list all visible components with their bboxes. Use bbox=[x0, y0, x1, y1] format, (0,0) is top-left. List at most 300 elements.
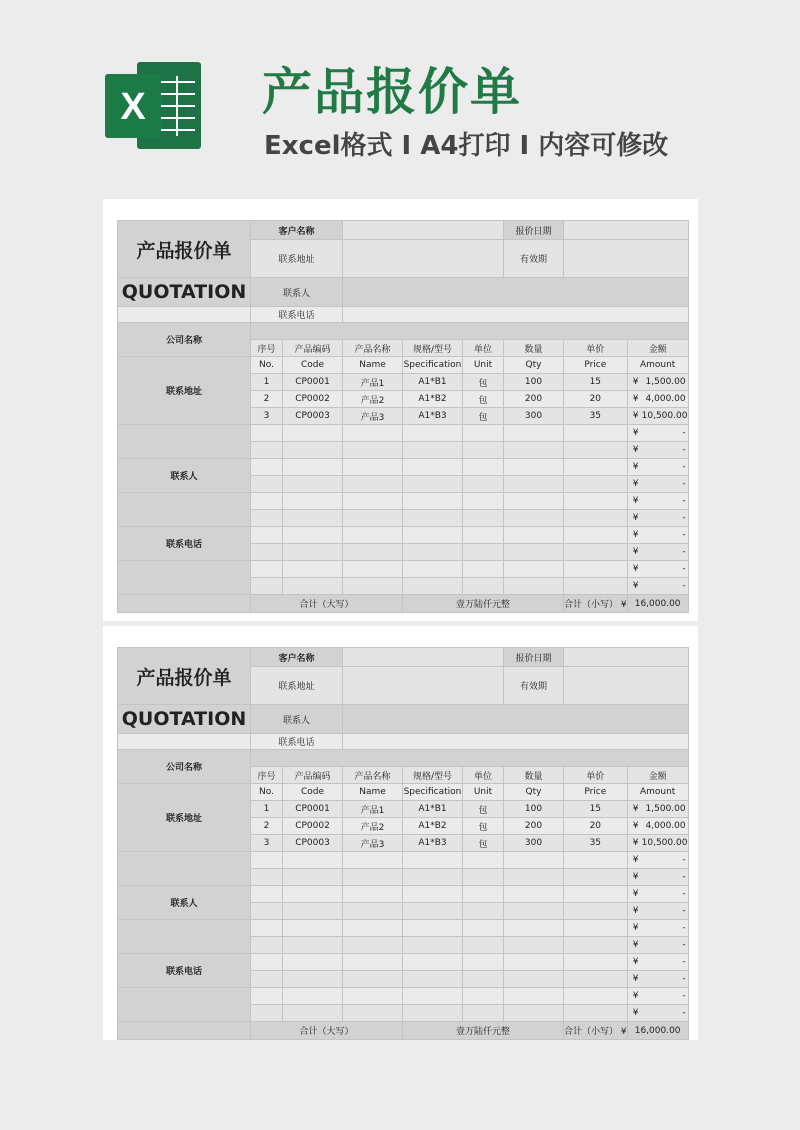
empty-cell[interactable] bbox=[251, 869, 283, 886]
validity-field[interactable] bbox=[564, 240, 689, 278]
empty-cell[interactable] bbox=[564, 493, 628, 510]
empty-cell[interactable] bbox=[504, 459, 564, 476]
empty-cell[interactable] bbox=[343, 869, 403, 886]
empty-cell[interactable] bbox=[463, 886, 504, 903]
amount-value: - bbox=[682, 855, 686, 865]
empty-cell[interactable] bbox=[564, 544, 628, 561]
item-price: 15 bbox=[564, 374, 628, 391]
empty-cell[interactable] bbox=[564, 527, 628, 544]
item-amount bbox=[627, 835, 688, 852]
empty-cell[interactable] bbox=[463, 493, 504, 510]
empty-cell[interactable] bbox=[403, 971, 463, 988]
item-amount bbox=[627, 869, 688, 886]
empty-cell[interactable] bbox=[343, 937, 403, 954]
empty-cell[interactable] bbox=[343, 578, 403, 595]
empty-cell[interactable] bbox=[504, 425, 564, 442]
item-no: 3 bbox=[251, 408, 283, 425]
spacer-row bbox=[251, 750, 689, 767]
empty-cell[interactable] bbox=[463, 510, 504, 527]
empty-cell[interactable] bbox=[403, 578, 463, 595]
empty-cell[interactable] bbox=[343, 561, 403, 578]
item-amount bbox=[627, 476, 688, 493]
amount-value: - bbox=[682, 513, 686, 523]
empty-cell[interactable] bbox=[564, 1005, 628, 1022]
contact-person-field[interactable] bbox=[343, 705, 689, 734]
currency-symbol: ¥ bbox=[632, 547, 639, 557]
currency-symbol: ¥ bbox=[632, 479, 639, 489]
empty-cell[interactable] bbox=[403, 954, 463, 971]
empty-cell[interactable] bbox=[283, 988, 343, 1005]
item-amount bbox=[627, 937, 688, 954]
currency-symbol: ¥ bbox=[632, 530, 639, 540]
item-spec: A1*B3 bbox=[403, 835, 463, 852]
empty-cell[interactable] bbox=[403, 493, 463, 510]
empty-cell[interactable] bbox=[463, 578, 504, 595]
empty-row bbox=[118, 852, 689, 869]
amount-value: - bbox=[682, 957, 686, 967]
empty-cell[interactable] bbox=[251, 442, 283, 459]
item-spec: A1*B2 bbox=[403, 818, 463, 835]
empty-cell[interactable] bbox=[504, 442, 564, 459]
empty-cell[interactable] bbox=[403, 510, 463, 527]
blank-cell bbox=[118, 1022, 251, 1040]
currency-symbol: ¥ bbox=[632, 855, 639, 865]
empty-cell[interactable] bbox=[504, 903, 564, 920]
contact-person-field[interactable] bbox=[343, 278, 689, 307]
empty-cell[interactable] bbox=[504, 971, 564, 988]
quote-title-cn: 产品报价单 bbox=[118, 221, 251, 278]
item-amount bbox=[627, 374, 688, 391]
empty-cell[interactable] bbox=[504, 476, 564, 493]
currency-symbol: ¥ bbox=[632, 906, 639, 916]
contact-phone-field[interactable] bbox=[343, 734, 689, 750]
empty-row bbox=[118, 493, 689, 510]
currency-symbol: ¥ bbox=[632, 872, 639, 882]
empty-cell[interactable] bbox=[403, 561, 463, 578]
empty-cell[interactable] bbox=[251, 903, 283, 920]
item-name: 产品3 bbox=[343, 835, 403, 852]
empty-cell[interactable] bbox=[343, 1005, 403, 1022]
empty-cell[interactable] bbox=[463, 425, 504, 442]
side-company-name: 公司名称 bbox=[118, 750, 251, 784]
empty-cell[interactable] bbox=[343, 971, 403, 988]
item-unit: 包 bbox=[463, 818, 504, 835]
totals-row bbox=[118, 595, 689, 613]
empty-cell[interactable] bbox=[283, 920, 343, 937]
empty-cell[interactable] bbox=[463, 920, 504, 937]
side-blank bbox=[118, 493, 251, 527]
contact-address-label: 联系地址 bbox=[251, 240, 343, 278]
empty-cell[interactable] bbox=[343, 954, 403, 971]
customer-name-label: 客户名称 bbox=[251, 648, 343, 667]
empty-cell[interactable] bbox=[403, 1005, 463, 1022]
empty-cell[interactable] bbox=[251, 937, 283, 954]
empty-row bbox=[118, 527, 689, 544]
col-amount-cn: 金额 bbox=[627, 340, 688, 357]
empty-cell[interactable] bbox=[283, 510, 343, 527]
empty-cell[interactable] bbox=[283, 544, 343, 561]
contact-phone-label: 联系电话 bbox=[251, 307, 343, 323]
amount-value: - bbox=[682, 428, 686, 438]
item-qty: 200 bbox=[504, 818, 564, 835]
total-lower-label: 合计（小写） ¥ bbox=[564, 595, 628, 613]
item-price: 20 bbox=[564, 818, 628, 835]
amount-value: 4,000.00 bbox=[645, 821, 686, 831]
item-amount bbox=[627, 971, 688, 988]
item-price: 35 bbox=[564, 835, 628, 852]
empty-cell[interactable] bbox=[283, 459, 343, 476]
currency-symbol: ¥ bbox=[632, 957, 639, 967]
empty-cell[interactable] bbox=[251, 1005, 283, 1022]
side-blank bbox=[118, 852, 251, 886]
empty-cell[interactable] bbox=[403, 852, 463, 869]
item-code: CP0001 bbox=[283, 801, 343, 818]
empty-cell[interactable] bbox=[504, 954, 564, 971]
col-code-en: Code bbox=[283, 357, 343, 374]
currency-symbol: ¥ bbox=[632, 428, 639, 438]
amount-value: - bbox=[682, 906, 686, 916]
column-header-en bbox=[118, 357, 689, 374]
empty-cell[interactable] bbox=[504, 578, 564, 595]
empty-cell[interactable] bbox=[343, 442, 403, 459]
empty-cell[interactable] bbox=[343, 988, 403, 1005]
currency-symbol: ¥ bbox=[632, 838, 639, 848]
amount-value: - bbox=[682, 940, 686, 950]
quotation-sheet bbox=[103, 199, 698, 621]
amount-value: - bbox=[682, 1008, 686, 1018]
col-amount-cn: 金额 bbox=[627, 767, 688, 784]
empty-cell[interactable] bbox=[283, 903, 343, 920]
side-contact-person: 联系人 bbox=[118, 459, 251, 493]
excel-logo-icon bbox=[103, 58, 205, 153]
item-amount bbox=[627, 442, 688, 459]
empty-cell[interactable] bbox=[504, 1005, 564, 1022]
side-contact-phone: 联系电话 bbox=[118, 954, 251, 988]
empty-cell[interactable] bbox=[463, 544, 504, 561]
item-unit: 包 bbox=[463, 408, 504, 425]
item-amount bbox=[627, 391, 688, 408]
item-unit: 包 bbox=[463, 374, 504, 391]
col-amount-en: Amount bbox=[627, 357, 688, 374]
empty-cell[interactable] bbox=[251, 578, 283, 595]
empty-cell[interactable] bbox=[504, 937, 564, 954]
empty-cell[interactable] bbox=[343, 920, 403, 937]
item-amount bbox=[627, 801, 688, 818]
quote-date-field[interactable] bbox=[564, 648, 689, 667]
blank-cell bbox=[118, 734, 251, 750]
empty-cell[interactable] bbox=[504, 527, 564, 544]
currency-symbol: ¥ bbox=[632, 991, 639, 1001]
col-unit-cn: 单位 bbox=[463, 767, 504, 784]
customer-name-field[interactable] bbox=[343, 648, 504, 667]
item-no: 1 bbox=[251, 801, 283, 818]
empty-cell[interactable] bbox=[403, 920, 463, 937]
empty-cell[interactable] bbox=[251, 988, 283, 1005]
quotation-sheet bbox=[103, 626, 698, 1040]
empty-cell[interactable] bbox=[283, 476, 343, 493]
empty-cell[interactable] bbox=[463, 442, 504, 459]
empty-cell[interactable] bbox=[463, 459, 504, 476]
empty-cell[interactable] bbox=[283, 1005, 343, 1022]
side-contact-address: 联系地址 bbox=[118, 357, 251, 425]
empty-cell[interactable] bbox=[403, 442, 463, 459]
empty-cell[interactable] bbox=[343, 493, 403, 510]
empty-cell[interactable] bbox=[564, 425, 628, 442]
empty-cell[interactable] bbox=[403, 869, 463, 886]
amount-value: - bbox=[682, 564, 686, 574]
total-upper-label: 合计（大写） bbox=[251, 595, 403, 613]
col-qty-en: Qty bbox=[504, 357, 564, 374]
empty-cell[interactable] bbox=[283, 886, 343, 903]
empty-cell[interactable] bbox=[251, 544, 283, 561]
empty-cell[interactable] bbox=[504, 493, 564, 510]
empty-cell[interactable] bbox=[504, 988, 564, 1005]
empty-cell[interactable] bbox=[283, 954, 343, 971]
empty-cell[interactable] bbox=[463, 852, 504, 869]
item-amount bbox=[627, 459, 688, 476]
empty-cell[interactable] bbox=[343, 425, 403, 442]
item-spec: A1*B1 bbox=[403, 801, 463, 818]
item-amount bbox=[627, 425, 688, 442]
currency-symbol: ¥ bbox=[632, 377, 639, 387]
empty-cell[interactable] bbox=[251, 886, 283, 903]
item-amount bbox=[627, 408, 688, 425]
item-amount bbox=[627, 544, 688, 561]
empty-cell[interactable] bbox=[564, 442, 628, 459]
quote-title-cn: 产品报价单 bbox=[118, 648, 251, 705]
amount-value: - bbox=[682, 872, 686, 882]
empty-cell[interactable] bbox=[403, 527, 463, 544]
empty-cell[interactable] bbox=[343, 903, 403, 920]
currency-symbol: ¥ bbox=[632, 940, 639, 950]
empty-cell[interactable] bbox=[564, 578, 628, 595]
amount-value: 10,500.00 bbox=[641, 838, 688, 848]
validity-label: 有效期 bbox=[504, 240, 564, 278]
empty-cell[interactable] bbox=[463, 971, 504, 988]
currency-symbol: ¥ bbox=[632, 445, 639, 455]
empty-cell[interactable] bbox=[564, 886, 628, 903]
empty-cell[interactable] bbox=[463, 561, 504, 578]
empty-cell[interactable] bbox=[564, 852, 628, 869]
totals-row bbox=[118, 1022, 689, 1040]
empty-cell[interactable] bbox=[251, 527, 283, 544]
customer-name-field[interactable] bbox=[343, 221, 504, 240]
amount-value: 1,500.00 bbox=[645, 377, 686, 387]
empty-cell[interactable] bbox=[564, 459, 628, 476]
col-price-en: Price bbox=[564, 784, 628, 801]
empty-cell[interactable] bbox=[504, 886, 564, 903]
col-price-cn: 单价 bbox=[564, 340, 628, 357]
amount-value: - bbox=[682, 974, 686, 984]
contact-address-field[interactable] bbox=[343, 667, 504, 705]
empty-cell[interactable] bbox=[251, 459, 283, 476]
item-name: 产品2 bbox=[343, 818, 403, 835]
empty-cell[interactable] bbox=[251, 425, 283, 442]
side-contact-person: 联系人 bbox=[118, 886, 251, 920]
empty-cell[interactable] bbox=[403, 903, 463, 920]
item-unit: 包 bbox=[463, 801, 504, 818]
empty-cell[interactable] bbox=[251, 476, 283, 493]
empty-cell[interactable] bbox=[403, 476, 463, 493]
empty-cell[interactable] bbox=[564, 869, 628, 886]
empty-cell[interactable] bbox=[564, 988, 628, 1005]
col-no-cn: 序号 bbox=[251, 340, 283, 357]
total-upper-label: 合计（大写） bbox=[251, 1022, 403, 1040]
side-blank bbox=[118, 561, 251, 595]
empty-cell[interactable] bbox=[504, 852, 564, 869]
col-spec-en: Specification bbox=[403, 784, 463, 801]
col-price-en: Price bbox=[564, 357, 628, 374]
item-name: 产品2 bbox=[343, 391, 403, 408]
validity-label: 有效期 bbox=[504, 667, 564, 705]
empty-cell[interactable] bbox=[251, 954, 283, 971]
item-amount bbox=[627, 818, 688, 835]
empty-cell[interactable] bbox=[463, 903, 504, 920]
currency-symbol: ¥ bbox=[632, 1008, 639, 1018]
empty-cell[interactable] bbox=[283, 578, 343, 595]
empty-cell[interactable] bbox=[463, 1005, 504, 1022]
amount-value: 1,500.00 bbox=[645, 804, 686, 814]
empty-cell[interactable] bbox=[283, 852, 343, 869]
empty-cell[interactable] bbox=[564, 476, 628, 493]
empty-cell[interactable] bbox=[343, 510, 403, 527]
empty-cell[interactable] bbox=[403, 425, 463, 442]
empty-cell[interactable] bbox=[283, 527, 343, 544]
empty-cell[interactable] bbox=[283, 561, 343, 578]
empty-cell[interactable] bbox=[251, 561, 283, 578]
empty-cell[interactable] bbox=[504, 510, 564, 527]
col-code-en: Code bbox=[283, 784, 343, 801]
empty-row bbox=[118, 425, 689, 442]
empty-cell[interactable] bbox=[251, 852, 283, 869]
total-lower-label: 合计（小写） ¥ bbox=[564, 1022, 628, 1040]
validity-field[interactable] bbox=[564, 667, 689, 705]
item-qty: 200 bbox=[504, 391, 564, 408]
empty-cell[interactable] bbox=[564, 510, 628, 527]
currency-symbol: ¥ bbox=[632, 923, 639, 933]
side-company-name: 公司名称 bbox=[118, 323, 251, 357]
page-title: 产品报价单 bbox=[262, 63, 522, 121]
col-qty-cn: 数量 bbox=[504, 340, 564, 357]
empty-cell[interactable] bbox=[504, 561, 564, 578]
item-qty: 100 bbox=[504, 374, 564, 391]
item-spec: A1*B2 bbox=[403, 391, 463, 408]
empty-cell[interactable] bbox=[463, 527, 504, 544]
side-contact-phone: 联系电话 bbox=[118, 527, 251, 561]
empty-cell[interactable] bbox=[343, 459, 403, 476]
amount-value: 4,000.00 bbox=[645, 394, 686, 404]
empty-cell[interactable] bbox=[564, 903, 628, 920]
item-amount bbox=[627, 1005, 688, 1022]
empty-cell[interactable] bbox=[564, 920, 628, 937]
empty-cell[interactable] bbox=[283, 869, 343, 886]
item-code: CP0002 bbox=[283, 391, 343, 408]
blank-cell bbox=[118, 307, 251, 323]
col-name-cn: 产品名称 bbox=[343, 767, 403, 784]
empty-cell[interactable] bbox=[343, 544, 403, 561]
item-amount bbox=[627, 886, 688, 903]
empty-cell[interactable] bbox=[564, 937, 628, 954]
empty-cell[interactable] bbox=[403, 937, 463, 954]
quotation-table bbox=[117, 220, 689, 613]
empty-cell[interactable] bbox=[283, 937, 343, 954]
amount-value: - bbox=[682, 991, 686, 1001]
empty-cell[interactable] bbox=[504, 920, 564, 937]
empty-cell[interactable] bbox=[283, 493, 343, 510]
empty-cell[interactable] bbox=[251, 493, 283, 510]
currency-symbol: ¥ bbox=[632, 974, 639, 984]
item-code: CP0002 bbox=[283, 818, 343, 835]
empty-cell[interactable] bbox=[564, 561, 628, 578]
currency-symbol: ¥ bbox=[620, 1027, 627, 1037]
contact-address-field[interactable] bbox=[343, 240, 504, 278]
empty-cell[interactable] bbox=[403, 544, 463, 561]
item-price: 35 bbox=[564, 408, 628, 425]
empty-cell[interactable] bbox=[403, 988, 463, 1005]
contact-phone-field[interactable] bbox=[343, 307, 689, 323]
quote-date-field[interactable] bbox=[564, 221, 689, 240]
empty-row bbox=[118, 561, 689, 578]
empty-cell[interactable] bbox=[564, 971, 628, 988]
empty-cell[interactable] bbox=[564, 954, 628, 971]
item-no: 3 bbox=[251, 835, 283, 852]
empty-cell[interactable] bbox=[463, 476, 504, 493]
empty-cell[interactable] bbox=[463, 988, 504, 1005]
page-subtitle: Excel格式 I A4打印 I 内容可修改 bbox=[264, 131, 669, 161]
item-code: CP0003 bbox=[283, 408, 343, 425]
total-value: 16,000.00 bbox=[627, 1022, 688, 1040]
empty-cell[interactable] bbox=[463, 869, 504, 886]
amount-value: - bbox=[682, 462, 686, 472]
item-code: CP0003 bbox=[283, 835, 343, 852]
empty-cell[interactable] bbox=[504, 544, 564, 561]
item-amount bbox=[627, 493, 688, 510]
item-unit: 包 bbox=[463, 835, 504, 852]
col-code-cn: 产品编码 bbox=[283, 340, 343, 357]
empty-cell[interactable] bbox=[343, 852, 403, 869]
empty-cell[interactable] bbox=[283, 425, 343, 442]
col-spec-en: Specification bbox=[403, 357, 463, 374]
item-spec: A1*B3 bbox=[403, 408, 463, 425]
currency-symbol: ¥ bbox=[632, 411, 639, 421]
empty-cell[interactable] bbox=[283, 442, 343, 459]
item-qty: 300 bbox=[504, 408, 564, 425]
empty-cell[interactable] bbox=[463, 937, 504, 954]
empty-row bbox=[118, 886, 689, 903]
empty-cell[interactable] bbox=[283, 971, 343, 988]
col-code-cn: 产品编码 bbox=[283, 767, 343, 784]
amount-value: - bbox=[682, 581, 686, 591]
amount-value: - bbox=[682, 496, 686, 506]
empty-cell[interactable] bbox=[251, 510, 283, 527]
empty-cell[interactable] bbox=[251, 920, 283, 937]
item-no: 1 bbox=[251, 374, 283, 391]
empty-cell[interactable] bbox=[343, 886, 403, 903]
empty-cell[interactable] bbox=[343, 476, 403, 493]
empty-cell[interactable] bbox=[343, 527, 403, 544]
col-qty-cn: 数量 bbox=[504, 767, 564, 784]
quote-date-label: 报价日期 bbox=[504, 648, 564, 667]
col-name-en: Name bbox=[343, 357, 403, 374]
empty-cell[interactable] bbox=[251, 971, 283, 988]
empty-cell[interactable] bbox=[403, 459, 463, 476]
empty-cell[interactable] bbox=[463, 954, 504, 971]
col-amount-en: Amount bbox=[627, 784, 688, 801]
currency-symbol: ¥ bbox=[632, 889, 639, 899]
empty-cell[interactable] bbox=[403, 886, 463, 903]
empty-cell[interactable] bbox=[504, 869, 564, 886]
col-name-en: Name bbox=[343, 784, 403, 801]
